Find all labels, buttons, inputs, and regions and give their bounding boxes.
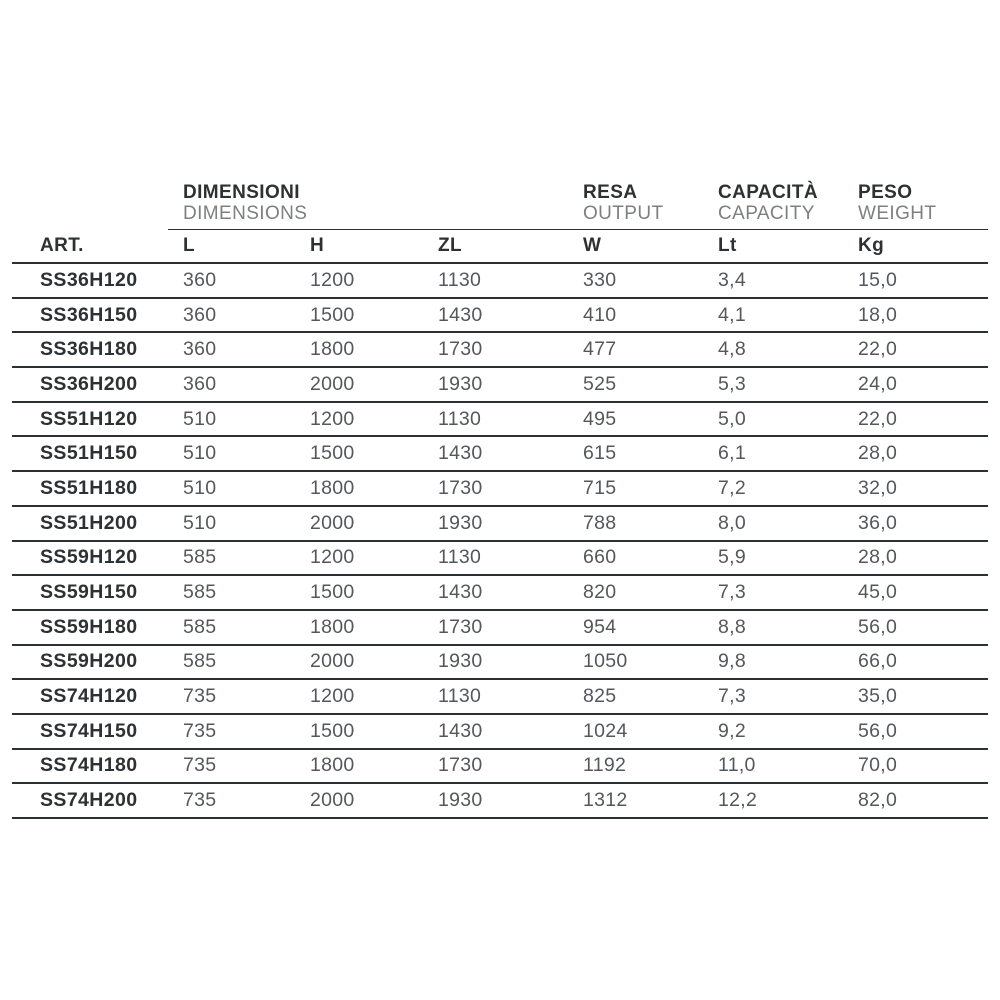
cell-l: 510 [168, 506, 295, 541]
cell-l: 585 [168, 645, 295, 680]
cell-kg: 22,0 [843, 402, 988, 437]
table-row [12, 402, 988, 437]
cell-art: SS51H120 [12, 402, 168, 437]
cell-w: 330 [568, 263, 703, 298]
cell-lt: 3,4 [703, 263, 843, 298]
group-label-it: CAPACITÀ [718, 182, 818, 203]
cell-lt: 11,0 [703, 749, 843, 784]
table-row [12, 471, 988, 506]
cell-l: 735 [168, 783, 295, 818]
cell-lt: 5,0 [703, 402, 843, 437]
cell-l: 510 [168, 471, 295, 506]
col-header-art: ART. [12, 230, 168, 264]
table-body [12, 263, 988, 818]
cell-zl: 1930 [423, 783, 568, 818]
cell-lt: 7,3 [703, 679, 843, 714]
cell-l: 360 [168, 263, 295, 298]
col-header-lt: Lt [703, 230, 843, 264]
table-row [12, 714, 988, 749]
col-header-l: L [168, 230, 295, 264]
cell-w: 1050 [568, 645, 703, 680]
group-label-en: OUTPUT [583, 203, 664, 224]
cell-kg: 32,0 [843, 471, 988, 506]
cell-w: 495 [568, 402, 703, 437]
cell-h: 1200 [295, 679, 423, 714]
cell-l: 360 [168, 332, 295, 367]
table-row [12, 436, 988, 471]
cell-h: 1800 [295, 332, 423, 367]
col-header-kg: Kg [843, 230, 988, 264]
cell-kg: 35,0 [843, 679, 988, 714]
cell-lt: 6,1 [703, 436, 843, 471]
cell-kg: 28,0 [843, 436, 988, 471]
cell-kg: 56,0 [843, 714, 988, 749]
cell-kg: 18,0 [843, 298, 988, 333]
cell-zl: 1130 [423, 679, 568, 714]
spec-table [12, 170, 988, 819]
art-header-spacer [12, 170, 168, 230]
cell-h: 1500 [295, 298, 423, 333]
table-row [12, 610, 988, 645]
cell-lt: 5,3 [703, 367, 843, 402]
cell-w: 820 [568, 575, 703, 610]
cell-zl: 1430 [423, 436, 568, 471]
cell-zl: 1130 [423, 541, 568, 576]
cell-lt: 8,8 [703, 610, 843, 645]
cell-lt: 9,2 [703, 714, 843, 749]
cell-art: SS74H150 [12, 714, 168, 749]
group-header-dimensions [168, 170, 568, 230]
cell-kg: 36,0 [843, 506, 988, 541]
cell-zl: 1130 [423, 402, 568, 437]
group-header-capacity [703, 170, 843, 230]
cell-w: 1312 [568, 783, 703, 818]
cell-h: 1800 [295, 749, 423, 784]
table-row [12, 575, 988, 610]
cell-w: 1192 [568, 749, 703, 784]
cell-w: 477 [568, 332, 703, 367]
cell-art: SS51H200 [12, 506, 168, 541]
cell-zl: 1930 [423, 645, 568, 680]
table-row [12, 679, 988, 714]
cell-zl: 1730 [423, 749, 568, 784]
cell-zl: 1430 [423, 298, 568, 333]
table-row [12, 783, 988, 818]
group-header-weight [843, 170, 988, 230]
table-row [12, 332, 988, 367]
group-label-en: WEIGHT [858, 203, 937, 224]
cell-art: SS74H120 [12, 679, 168, 714]
cell-lt: 8,0 [703, 506, 843, 541]
cell-w: 410 [568, 298, 703, 333]
cell-l: 585 [168, 610, 295, 645]
cell-art: SS36H120 [12, 263, 168, 298]
cell-w: 954 [568, 610, 703, 645]
cell-zl: 1730 [423, 610, 568, 645]
cell-h: 2000 [295, 367, 423, 402]
cell-h: 1800 [295, 610, 423, 645]
cell-kg: 28,0 [843, 541, 988, 576]
cell-kg: 15,0 [843, 263, 988, 298]
cell-art: SS36H180 [12, 332, 168, 367]
col-header-zl: ZL [423, 230, 568, 264]
cell-h: 1200 [295, 541, 423, 576]
cell-l: 735 [168, 749, 295, 784]
cell-h: 1500 [295, 436, 423, 471]
cell-w: 525 [568, 367, 703, 402]
cell-l: 360 [168, 298, 295, 333]
table-row [12, 506, 988, 541]
cell-l: 510 [168, 402, 295, 437]
cell-l: 585 [168, 541, 295, 576]
cell-w: 825 [568, 679, 703, 714]
cell-art: SS59H200 [12, 645, 168, 680]
col-header-w: W [568, 230, 703, 264]
cell-art: SS51H150 [12, 436, 168, 471]
cell-l: 510 [168, 436, 295, 471]
cell-h: 1200 [295, 402, 423, 437]
cell-w: 788 [568, 506, 703, 541]
table-row [12, 367, 988, 402]
cell-art: SS51H180 [12, 471, 168, 506]
cell-lt: 9,8 [703, 645, 843, 680]
cell-lt: 4,1 [703, 298, 843, 333]
cell-zl: 1930 [423, 367, 568, 402]
cell-kg: 45,0 [843, 575, 988, 610]
cell-art: SS59H120 [12, 541, 168, 576]
cell-w: 615 [568, 436, 703, 471]
cell-kg: 66,0 [843, 645, 988, 680]
cell-zl: 1130 [423, 263, 568, 298]
cell-kg: 24,0 [843, 367, 988, 402]
cell-zl: 1930 [423, 506, 568, 541]
cell-lt: 4,8 [703, 332, 843, 367]
cell-art: SS59H180 [12, 610, 168, 645]
cell-lt: 7,3 [703, 575, 843, 610]
cell-kg: 22,0 [843, 332, 988, 367]
cell-kg: 70,0 [843, 749, 988, 784]
cell-l: 360 [168, 367, 295, 402]
group-label-it: RESA [583, 182, 638, 203]
column-header-row [12, 230, 988, 264]
col-header-h: H [295, 230, 423, 264]
table-row [12, 645, 988, 680]
cell-lt: 5,9 [703, 541, 843, 576]
cell-zl: 1730 [423, 332, 568, 367]
group-header-row [12, 170, 988, 230]
cell-zl: 1430 [423, 714, 568, 749]
cell-l: 585 [168, 575, 295, 610]
cell-art: SS74H180 [12, 749, 168, 784]
group-label-en: DIMENSIONS [183, 203, 308, 224]
cell-l: 735 [168, 679, 295, 714]
cell-art: SS36H200 [12, 367, 168, 402]
group-label-it: PESO [858, 182, 913, 203]
cell-kg: 56,0 [843, 610, 988, 645]
group-label-en: CAPACITY [718, 203, 815, 224]
cell-h: 2000 [295, 783, 423, 818]
cell-h: 1500 [295, 714, 423, 749]
cell-h: 1200 [295, 263, 423, 298]
cell-w: 660 [568, 541, 703, 576]
table-row [12, 749, 988, 784]
cell-kg: 82,0 [843, 783, 988, 818]
table-row [12, 298, 988, 333]
cell-lt: 7,2 [703, 471, 843, 506]
cell-zl: 1730 [423, 471, 568, 506]
cell-h: 2000 [295, 506, 423, 541]
cell-l: 735 [168, 714, 295, 749]
cell-w: 1024 [568, 714, 703, 749]
table-row [12, 541, 988, 576]
cell-art: SS36H150 [12, 298, 168, 333]
table-row [12, 263, 988, 298]
group-header-output [568, 170, 703, 230]
cell-art: SS59H150 [12, 575, 168, 610]
cell-h: 2000 [295, 645, 423, 680]
cell-zl: 1430 [423, 575, 568, 610]
cell-lt: 12,2 [703, 783, 843, 818]
cell-h: 1500 [295, 575, 423, 610]
cell-h: 1800 [295, 471, 423, 506]
cell-art: SS74H200 [12, 783, 168, 818]
group-label-it: DIMENSIONI [183, 182, 300, 203]
cell-w: 715 [568, 471, 703, 506]
